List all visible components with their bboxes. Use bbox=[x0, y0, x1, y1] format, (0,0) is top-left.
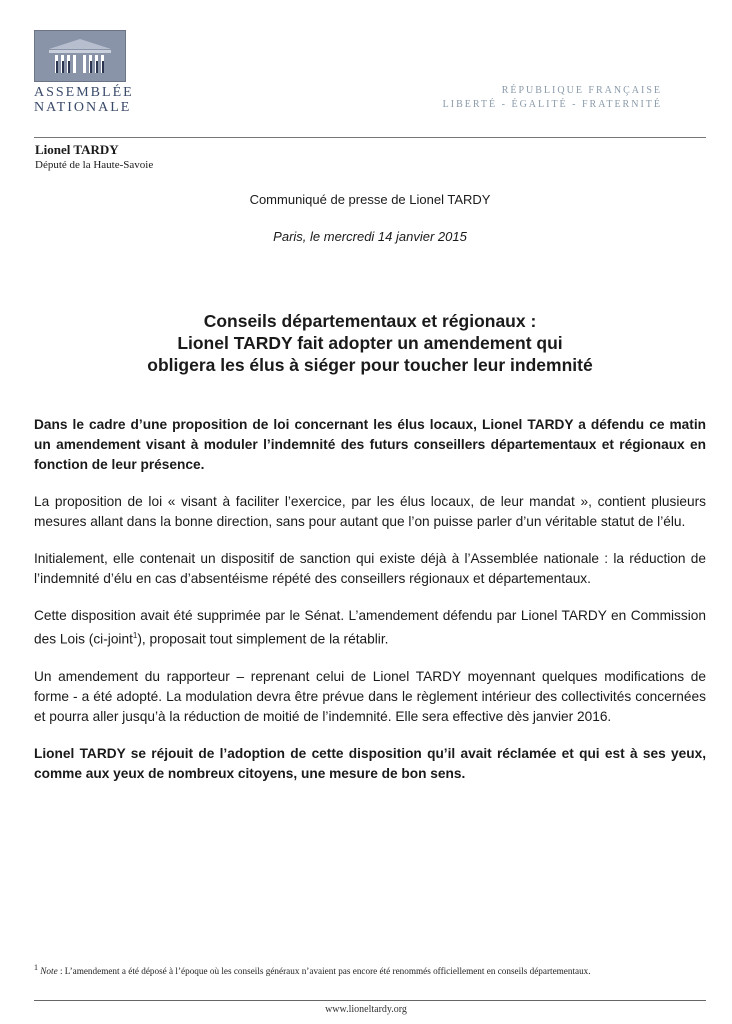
press-release-label: Communiqué de presse de Lionel TARDY bbox=[249, 192, 491, 207]
press-release-title bbox=[60, 310, 680, 376]
republique-francaise-mark bbox=[443, 84, 662, 112]
title-line1: Conseils départementaux et régionaux : bbox=[203, 311, 537, 331]
footnote-number: 1 bbox=[34, 963, 38, 972]
paragraph-3: Initialement, elle contenait un dispositif de sanction qui existe déjà à l’Assemblée nationale : la réduction de l’indemnité d’élu en cas d’absentéisme répété des conseillers régionaux et départementaux. bbox=[34, 551, 706, 586]
republique-line2: LIBERTÉ - ÉGALITÉ - FRATERNITÉ bbox=[442, 99, 662, 110]
release-date: Paris, le mercredi 14 janvier 2015 bbox=[273, 229, 467, 244]
logo-text-line1: ASSEMBLÉE bbox=[34, 85, 134, 100]
press-release-body bbox=[34, 415, 706, 801]
footnote bbox=[34, 963, 714, 976]
footnote-text: : L’amendement a été déposé à l’époque où les conseils généraux n’avaient pas encore été renommés officiellement en conseils départementaux. bbox=[57, 966, 591, 977]
paragraph-5: Un amendement du rapporteur – reprenant celui de Lionel TARDY moyennant quelques modifications de forme - a été adopté. La modulation devra être prévue dans le règlement intérieur des collectivités concernées et pourra aller jusqu’à la réduction de moitié de l’indemnité. Elle sera effective dès janvier 2016. bbox=[34, 668, 706, 724]
paragraph-4-part2: ), proposait tout simplement de la rétablir. bbox=[137, 631, 389, 647]
closing-paragraph: Lionel TARDY se réjouit de l’adoption de cette disposition qu’il avait réclamée et qui est à ses yeux, comme aux yeux de nombreux citoyens, une mesure de bon sens. bbox=[34, 745, 706, 781]
paragraph-4 bbox=[34, 606, 706, 650]
assemblee-nationale-logo bbox=[34, 30, 134, 115]
paragraph-4-part1: Cette disposition avait été supprimée par le Sénat. L’amendement défendu par Lionel TARDY en Commission des Lois (ci-joint bbox=[34, 608, 706, 647]
republique-line1: RÉPUBLIQUE FRANÇAISE bbox=[501, 85, 662, 96]
title-line2: Lionel TARDY fait adopter un amendement qui bbox=[177, 333, 563, 353]
footer-website: www.lioneltardy.org bbox=[325, 1004, 407, 1015]
author-block bbox=[35, 142, 153, 171]
hemicycle-icon bbox=[34, 30, 126, 82]
author-name: Lionel TARDY bbox=[35, 142, 119, 157]
lead-paragraph: Dans le cadre d’une proposition de loi concernant les élus locaux, Lionel TARDY a défendu ce matin un amendement visant à moduler l’indemnité des futurs conseillers départementaux et régionaux en fonction de leur présence. bbox=[34, 417, 706, 472]
footer-divider bbox=[34, 1000, 706, 1001]
footnote-ref: 1 bbox=[132, 631, 138, 640]
logo-text-line2: NATIONALE bbox=[34, 100, 132, 115]
header-divider bbox=[34, 137, 706, 138]
paragraph-2: La proposition de loi « visant à faciliter l’exercice, par les élus locaux, de leur mandat », contient plusieurs mesures allant dans la bonne direction, sans pour autant que l’on puisse parler d’un véritable statut de l’élu. bbox=[34, 494, 706, 529]
author-role: Député de la Haute-Savoie bbox=[35, 159, 154, 171]
footnote-label: Note bbox=[40, 966, 58, 977]
title-line3: obligera les élus à siéger pour toucher leur indemnité bbox=[147, 355, 593, 375]
